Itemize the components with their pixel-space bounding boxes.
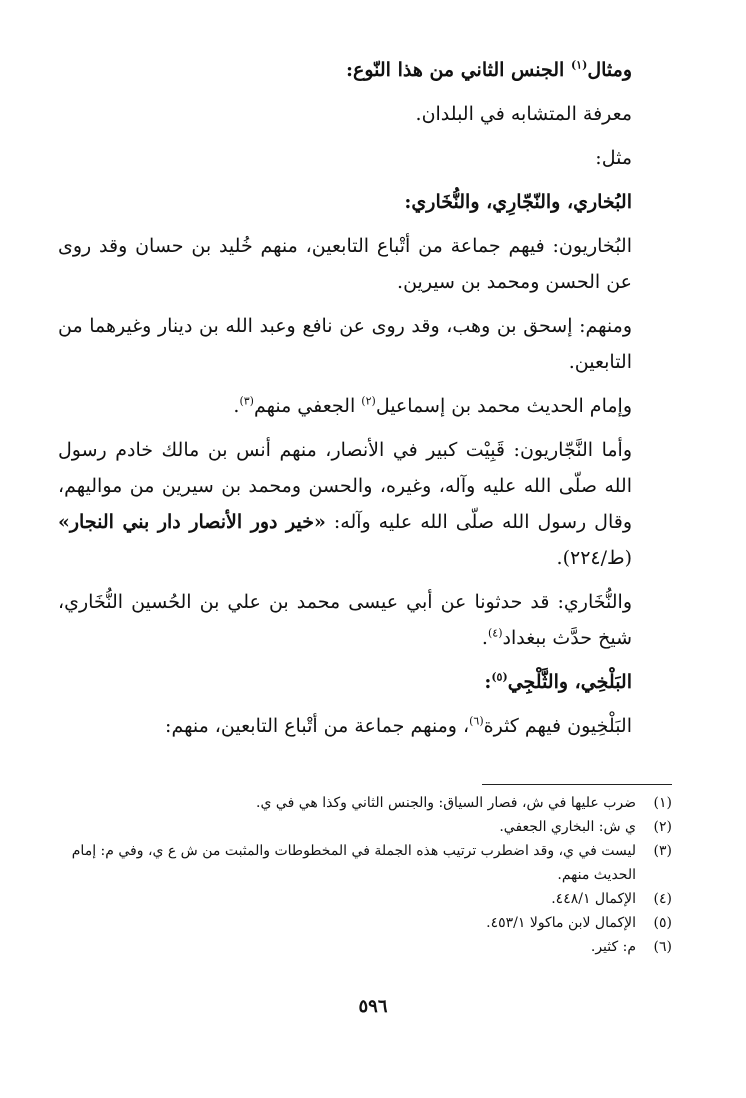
paragraph-topic: معرفة المتشابه في البلدان.	[415, 103, 632, 125]
footnote-text: ليست في ي، وقد اضطرب ترتيب هذه الجملة في المخطوطات والمثبت من ش ع ي، وفي م: إمام الحديث منهم.	[71, 843, 636, 883]
imam-text-end: .	[233, 395, 240, 417]
nukhari-text: والنُّخَاري: قد حدثونا عن أبي عيسى محمد بن علي بن الحُسين النُّخَاري، شيخ حدَّث ببغداد	[58, 591, 632, 649]
nukhari-text-end: .	[481, 627, 488, 649]
subheading-bukhari: البُخاري، والنّجّارِي، والنُّخَاري:	[404, 191, 632, 213]
footnote-number: (١)	[653, 795, 672, 811]
footnote-text: الإكمال ٤٤٨/١.	[551, 891, 636, 907]
footnote-3	[58, 839, 672, 887]
paragraph-ishaq: ومنهم: إسحق بن وهب، وقد روى عن نافع وعبد الله بن دينار وغيرهما من التابعين.	[58, 315, 632, 373]
paragraph-balkhiyun	[58, 708, 672, 744]
footnote-ref-2[interactable]: (٢)	[361, 394, 376, 408]
section-heading	[58, 52, 672, 88]
heading-prefix: ومثال	[587, 59, 632, 81]
paragraph-imam-hadith	[58, 388, 672, 424]
footnote-text: ي ش: البخاري الجعفي.	[499, 819, 636, 835]
footnote-number: (٤)	[653, 891, 672, 907]
balkhi-heading-colon: :	[484, 671, 492, 693]
heading-title: الجنس الثاني من هذا النّوع	[353, 59, 571, 81]
footnote-ref-5[interactable]: (٥)	[491, 670, 508, 684]
footnote-number: (٣)	[653, 843, 672, 859]
najjariyun-reference: (ط/٢٢٤).	[556, 547, 632, 569]
balkhi-heading-text: البَلْخِي، والثَّلْجِي	[507, 671, 632, 693]
balkhiyun-text: البَلْخِيون فيهم كثرة	[483, 715, 632, 737]
footnote-text: الإكمال لابن ماكولا ٤٥٣/١.	[486, 915, 636, 931]
paragraph-najjariyun	[58, 432, 672, 576]
footnote-text: ضرب عليها في ش، فصار السياق: والجنس الثاني وكذا هي في ي.	[256, 795, 636, 811]
footnote-1	[58, 791, 672, 815]
heading-colon: :	[345, 59, 353, 81]
footnote-5	[58, 911, 672, 935]
imam-text-start: وإمام الحديث محمد بن إسماعيل	[375, 395, 632, 417]
footnote-4	[58, 887, 672, 911]
paragraph-example-label: مثل:	[595, 147, 632, 169]
footnote-6	[58, 935, 672, 959]
footnote-ref-4[interactable]: (٤)	[487, 626, 503, 640]
page-body	[58, 52, 672, 959]
subheading-balkhi	[58, 664, 672, 700]
footnote-divider	[482, 784, 672, 785]
najjariyun-text: وأما النَّجّاريون: قَبِيْت كبير في الأنصار، منهم أنس بن مالك خادم رسول الله صلّى الله عليه وآله، وغيره، والحسن ومحمد بن سيرين من مواليهم، وقال رسول الله صلّى الله عليه وآله:	[58, 439, 632, 533]
paragraph-bukhariyun: البُخاريون: فيهم جماعة من أتْباع التابعين، منهم خُليد بن حسان وقد روى عن الحسن ومحمد بن سيرين.	[58, 235, 632, 293]
footnote-number: (٢)	[653, 819, 672, 835]
footnote-number: (٦)	[653, 939, 672, 955]
footnote-2	[58, 815, 672, 839]
footnote-ref-1[interactable]: (١)	[570, 58, 588, 72]
balkhiyun-text-end: ، ومنهم جماعة من أتْباع التابعين، منهم:	[165, 715, 470, 737]
paragraph-nukhari	[58, 584, 672, 656]
hadith-quote: «خير دور الأنصار دار بني النجار»	[58, 511, 326, 533]
footnote-number: (٥)	[653, 915, 672, 931]
footnote-text: م: كثير.	[590, 939, 636, 955]
imam-text-mid: الجعفي منهم	[253, 395, 362, 417]
footnote-ref-6[interactable]: (٦)	[469, 714, 484, 728]
footnote-ref-3[interactable]: (٣)	[239, 394, 254, 408]
footnotes	[58, 791, 672, 959]
page-number: ٥٩٦	[358, 996, 388, 1017]
